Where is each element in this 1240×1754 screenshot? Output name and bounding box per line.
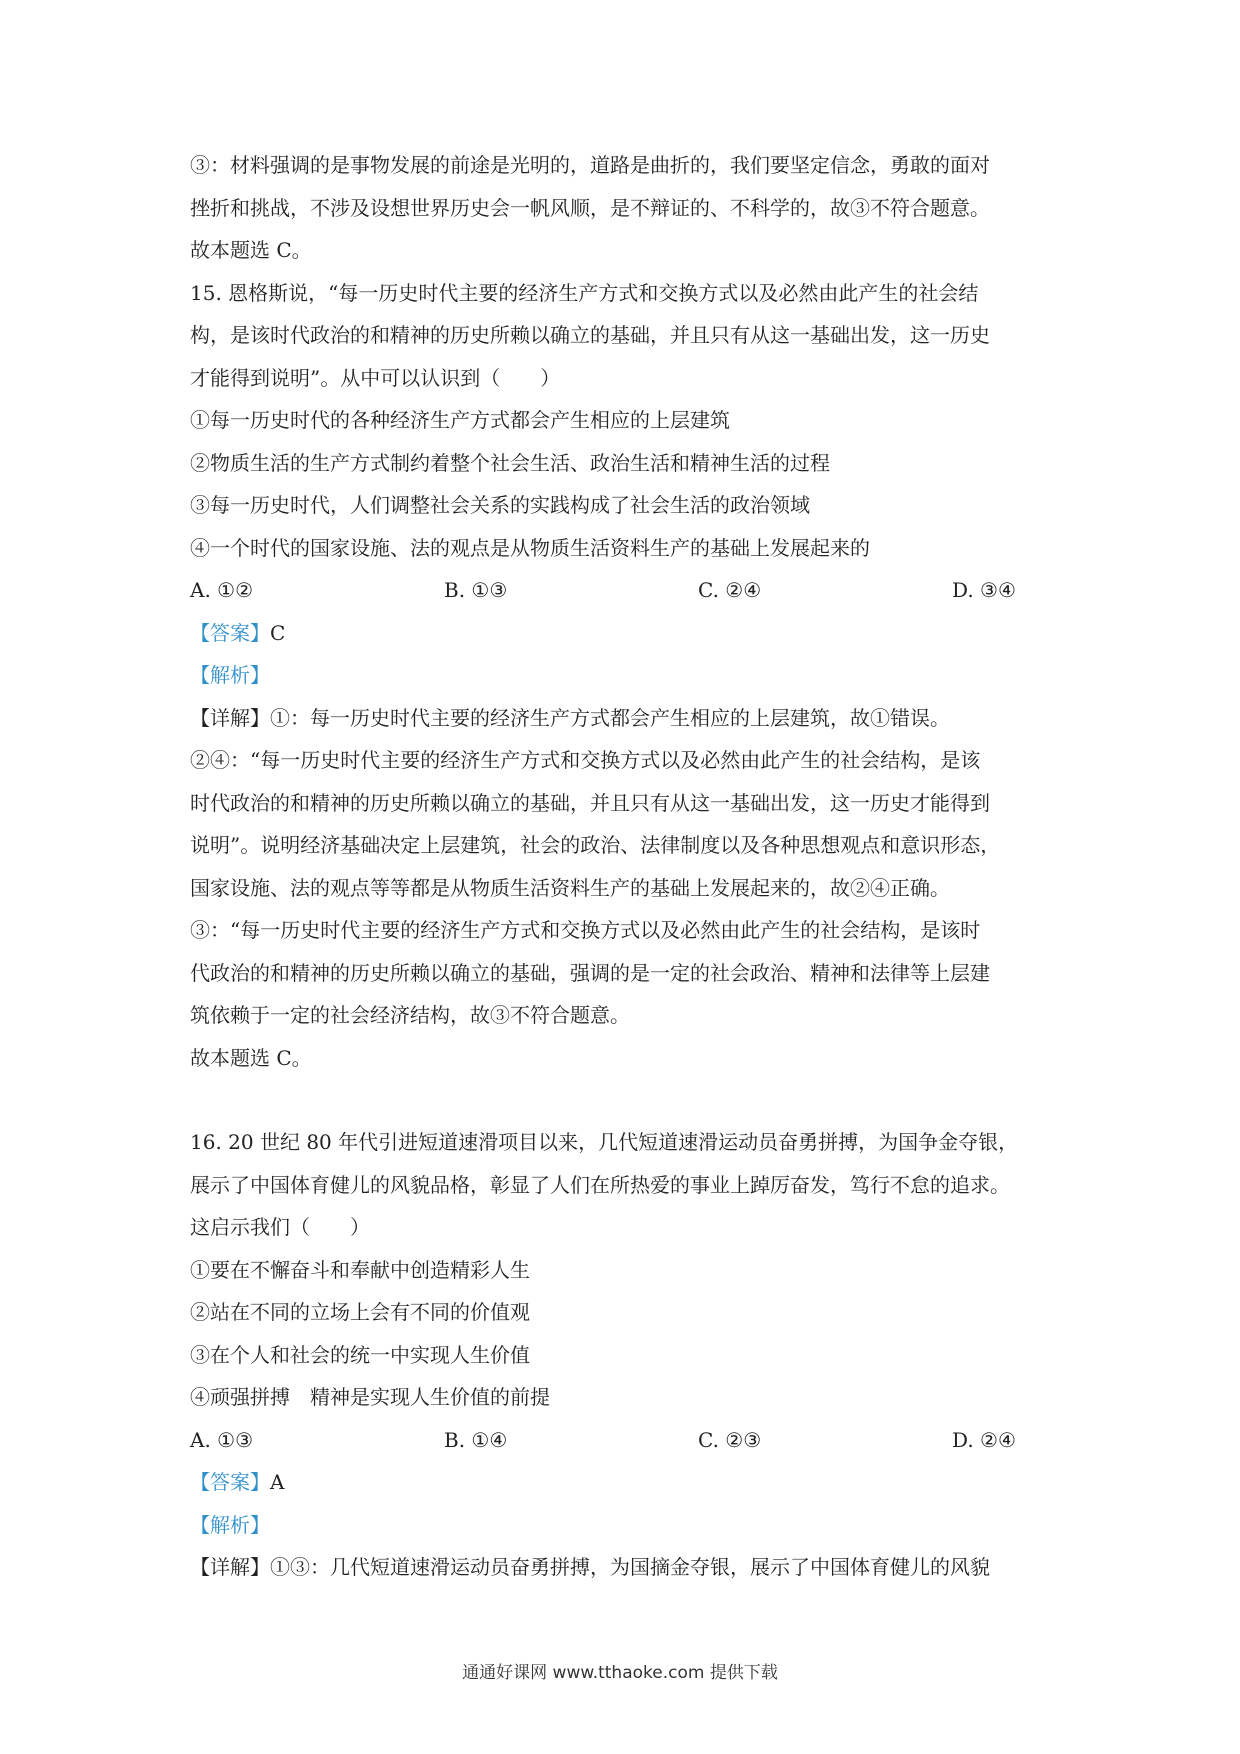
prev-analysis-line: 挫折和挑战，不涉及设想世界历史会一帆风顺，是不辩证的、不科学的，故③不符合题意。 [190,195,990,220]
detail-text: ①③：几代短道速滑运动员奋勇拼搏，为国摘金夺银，展示了中国体育健儿的风貌 [270,1555,990,1579]
q15-detail-line: 代政治的和精神的历史所赖以确立的基础，强调的是一定的社会政治、精神和法律等上层建 [190,960,990,985]
analysis-tag: 【解析】 [190,663,270,687]
q16-option-c: C. ②③ [698,1427,762,1452]
analysis-tag: 【解析】 [190,1512,270,1537]
q16-option-a: A. ①③ [190,1427,254,1452]
q15-option-a: A. ①② [190,578,254,602]
q16-item: ①要在不懈奋斗和奉献中创造精彩人生 [190,1257,530,1282]
answer-tag: 【答案】 [190,1470,270,1494]
detail-tag: 【详解】 [190,1555,270,1579]
q15-stem-line: 构，是该时代政治的和精神的历史所赖以确立的基础，并且只有从这一基础出发，这一历史 [190,323,990,347]
document-body [190,144,1065,1589]
q15-stem-line: 15. 恩格斯说，“每一历史时代主要的经济生产方式和交换方式以及必然由此产生的社会结 [190,280,979,305]
q15-item: ④一个时代的国家设施、法的观点是从物质生活资料生产的基础上发展起来的 [190,535,870,560]
q16-options [190,1419,1065,1462]
q15-option-b: B. ①③ [444,578,508,602]
q16-stem-line: 展示了中国体育健儿的风貌品格，彰显了人们在所热爱的事业上踔厉奋发，笃行不怠的追求。 [190,1172,1010,1197]
q15-detail-first [190,697,1065,740]
q16-detail-first [190,1546,1065,1589]
q15-item: ①每一历史时代的各种经济生产方式都会产生相应的上层建筑 [190,408,730,432]
question-gap [190,1079,1065,1121]
q15-option-c: C. ②④ [698,578,762,602]
q15-detail-line: ③：“每一历史时代主要的经济生产方式和交换方式以及必然由此产生的社会结构，是该时 [190,918,981,942]
q16-item: ③在个人和社会的统一中实现人生价值 [190,1342,530,1367]
q15-item: ③每一历史时代，人们调整社会关系的实践构成了社会生活的政治领域 [190,493,810,517]
q16-answer [190,1461,1065,1504]
detail-text: ①：每一历史时代主要的经济生产方式都会产生相应的上层建筑，故①错误。 [270,705,950,730]
detail-tag: 【详解】 [190,705,270,730]
q16-option-d: D. ②④ [952,1427,1016,1452]
q15-detail-line: 国家设施、法的观点等等都是从物质生活资料生产的基础上发展起来的，故②④正确。 [190,875,950,900]
q15-answer [190,612,1065,655]
prev-analysis-line: ③：材料强调的是事物发展的前途是光明的，道路是曲折的，我们要坚定信念，勇敢的面对 [190,153,990,177]
q16-option-b: B. ①④ [444,1427,508,1452]
q15-detail-line: 时代政治的和精神的历史所赖以确立的基础，并且只有从这一基础出发，这一历史才能得到 [190,790,990,815]
q15-item: ②物质生活的生产方式制约着整个社会生活、政治生活和精神生活的过程 [190,450,830,475]
q15-detail-line: 说明”。说明经济基础决定上层建筑，社会的政治、法律制度以及各种思想观点和意识形态， [190,833,1001,857]
q15-analysis [190,654,1065,697]
page-footer: 通通好课网 www.tthaoke.com 提供下载 [462,1663,778,1683]
q15-options [190,569,1065,612]
answer-tag: 【答案】 [190,620,270,645]
q15-detail-line: 筑依赖于一定的社会经济结构，故③不符合题意。 [190,1003,630,1027]
q16-stem-line: 16. 20 世纪 80 年代引进短道速滑项目以来，几代短道速滑运动员奋勇拼搏，为国争金夺银， [190,1130,1019,1154]
q15-option-d: D. ③④ [952,578,1016,602]
prev-conclusion: 故本题选 C。 [190,238,312,262]
answer-value: A [270,1470,285,1494]
q16-item: ②站在不同的立场上会有不同的价值观 [190,1300,530,1324]
answer-value: C [270,620,286,645]
q15-detail-line: ②④：“每一历史时代主要的经济生产方式和交换方式以及必然由此产生的社会结构，是该 [190,748,981,772]
q15-stem-line: 才能得到说明”。从中可以认识到（ ） [190,365,561,390]
q16-stem-line: 这启示我们（ ） [190,1215,370,1239]
q16-analysis [190,1504,1065,1547]
q16-item: ④顽强拼搏 精神是实现人生价值的前提 [190,1385,550,1409]
q15-conclusion: 故本题选 C。 [190,1045,312,1070]
